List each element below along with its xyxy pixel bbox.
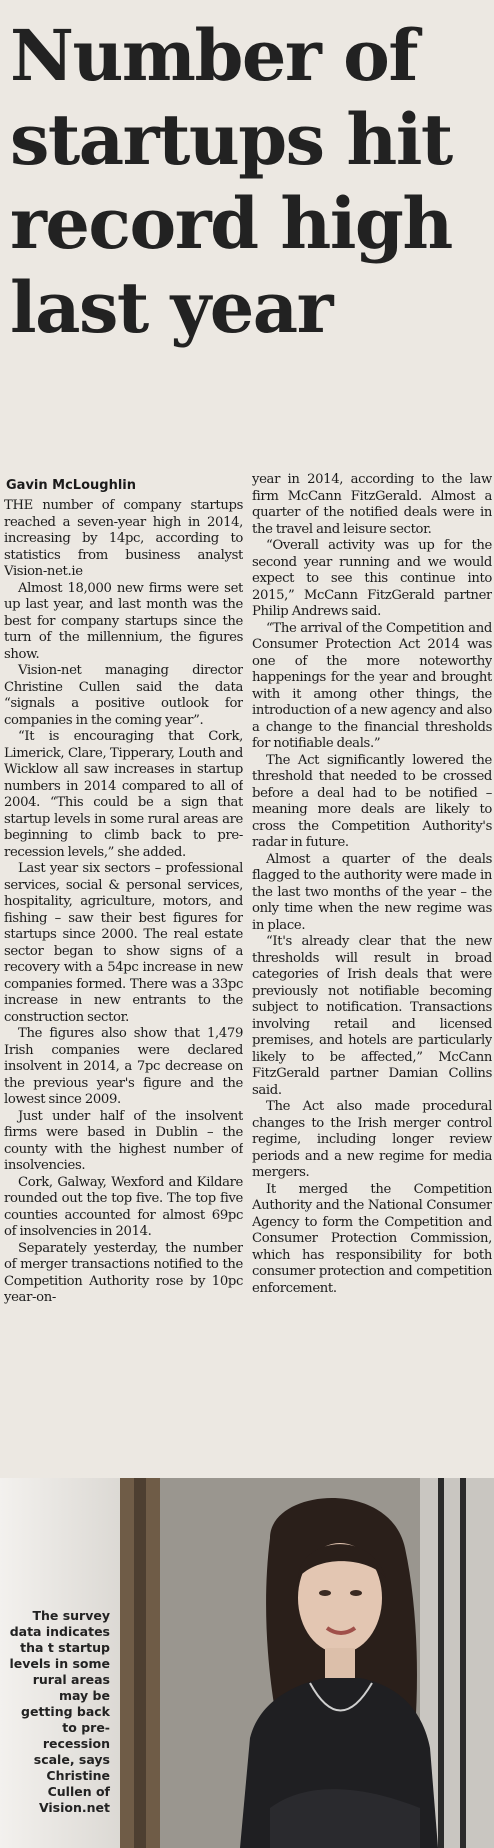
paragraph: Cork, Galway, Wexford and Kildare rounded out the top five. The top five counties accounted for almost 69pc of insolvencies in 2014. [4,1174,243,1239]
paragraph: Vision-net managing director Christine Cullen said the data “signals a positive outlook for companies in the coming year”. [4,663,243,728]
paragraph: “The arrival of the Competition and Consumer Protection Act 2014 was one of the more noteworthy happenings for the year and brought with it among other things, the introduction of a new agency and also a change to the financial thresholds for notifiable deals.” [252,620,492,751]
headline: Number of startups hit record high last year [10,14,452,349]
paragraph: Almost 18,000 new firms were set up last year, and last month was the best for company startups since the turn of the millennium, the figures show. [4,580,243,662]
paragraph: “It is encouraging that Cork, Limerick, Clare, Tipperary, Louth and Wicklow all saw increases in startup numbers in 2014 compared to all of 2004. “This could be a sign that startup levels in some rural areas are beginning to climb back to pre-recession levels,” she added. [4,729,243,860]
paragraph: Just under half of the insolvent firms were based in Dublin – the county with the highest number of insolvencies. [4,1108,243,1173]
paragraph: The Act also made procedural changes to the Irish merger control regime, including longer review periods and a new regime for media mergers. [252,1099,492,1180]
photo-caption: The survey data indicates tha t startup levels in some rural areas may be getting back to pre-recession scale, says Christine Cullen of Vision.net [9,1608,110,1815]
caption-panel [0,1478,120,1848]
paragraph: Separately yesterday, the number of merger transactions notified to the Competition Authority rose by 10pc year-on- [4,1240,243,1305]
paragraph: “It's already clear that the new thresholds will result in broad categories of Irish deals that were previously not notifiable becoming subject to notification. Transactions involving retail and licensed premises, and hotels are particularly likely to be affected,” McCann FitzGerald partner Damian Collins said. [252,934,492,1098]
photo-block [0,1478,494,1848]
paragraph: It merged the Competition Authority and the National Consumer Agency to form the Competition and Consumer Protection Commission, which has responsibility for both consumer protection and competition enforcement. [252,1181,492,1296]
portrait-photo [120,1478,494,1848]
paragraph: Last year six sectors – professional services, social & personal services, hospitality, agriculture, motors, and fishing – saw their best figures for startups since 2000. The real estate sector began to show signs of a recovery with a 54pc increase in new companies formed. There was a 33pc increase in new entrants to the construction sector. [4,861,243,1025]
paragraph: The Act significantly lowered the threshold that needed to be crossed before a deal had to be notified – meaning more deals are likely to cross the Competition Authority's radar in future. [252,752,492,850]
paragraph: The figures also show that 1,479 Irish companies were declared insolvent in 2014, a 7pc decrease on the previous year's figure and the lowest since 2009. [4,1026,243,1107]
article-column-left [4,498,243,1474]
byline: Gavin McLoughlin [6,478,136,493]
paragraph: THE number of company startups reached a seven-year high in 2014, increasing by 14pc, according to statistics from business analyst Vision-net.ie [4,498,243,579]
article-column-right [252,472,492,1448]
paragraph: year in 2014, according to the law firm McCann FitzGerald. Almost a quarter of the notified deals were in the travel and leisure sector. [252,472,492,537]
paragraph: “Overall activity was up for the second year running and we would expect to see this continue into 2015,” McCann FitzGerald partner Philip Andrews said. [252,538,492,619]
paragraph: Almost a quarter of the deals flagged to the authority were made in the last two months of the year – the only time when the new regime was in place. [252,851,492,933]
